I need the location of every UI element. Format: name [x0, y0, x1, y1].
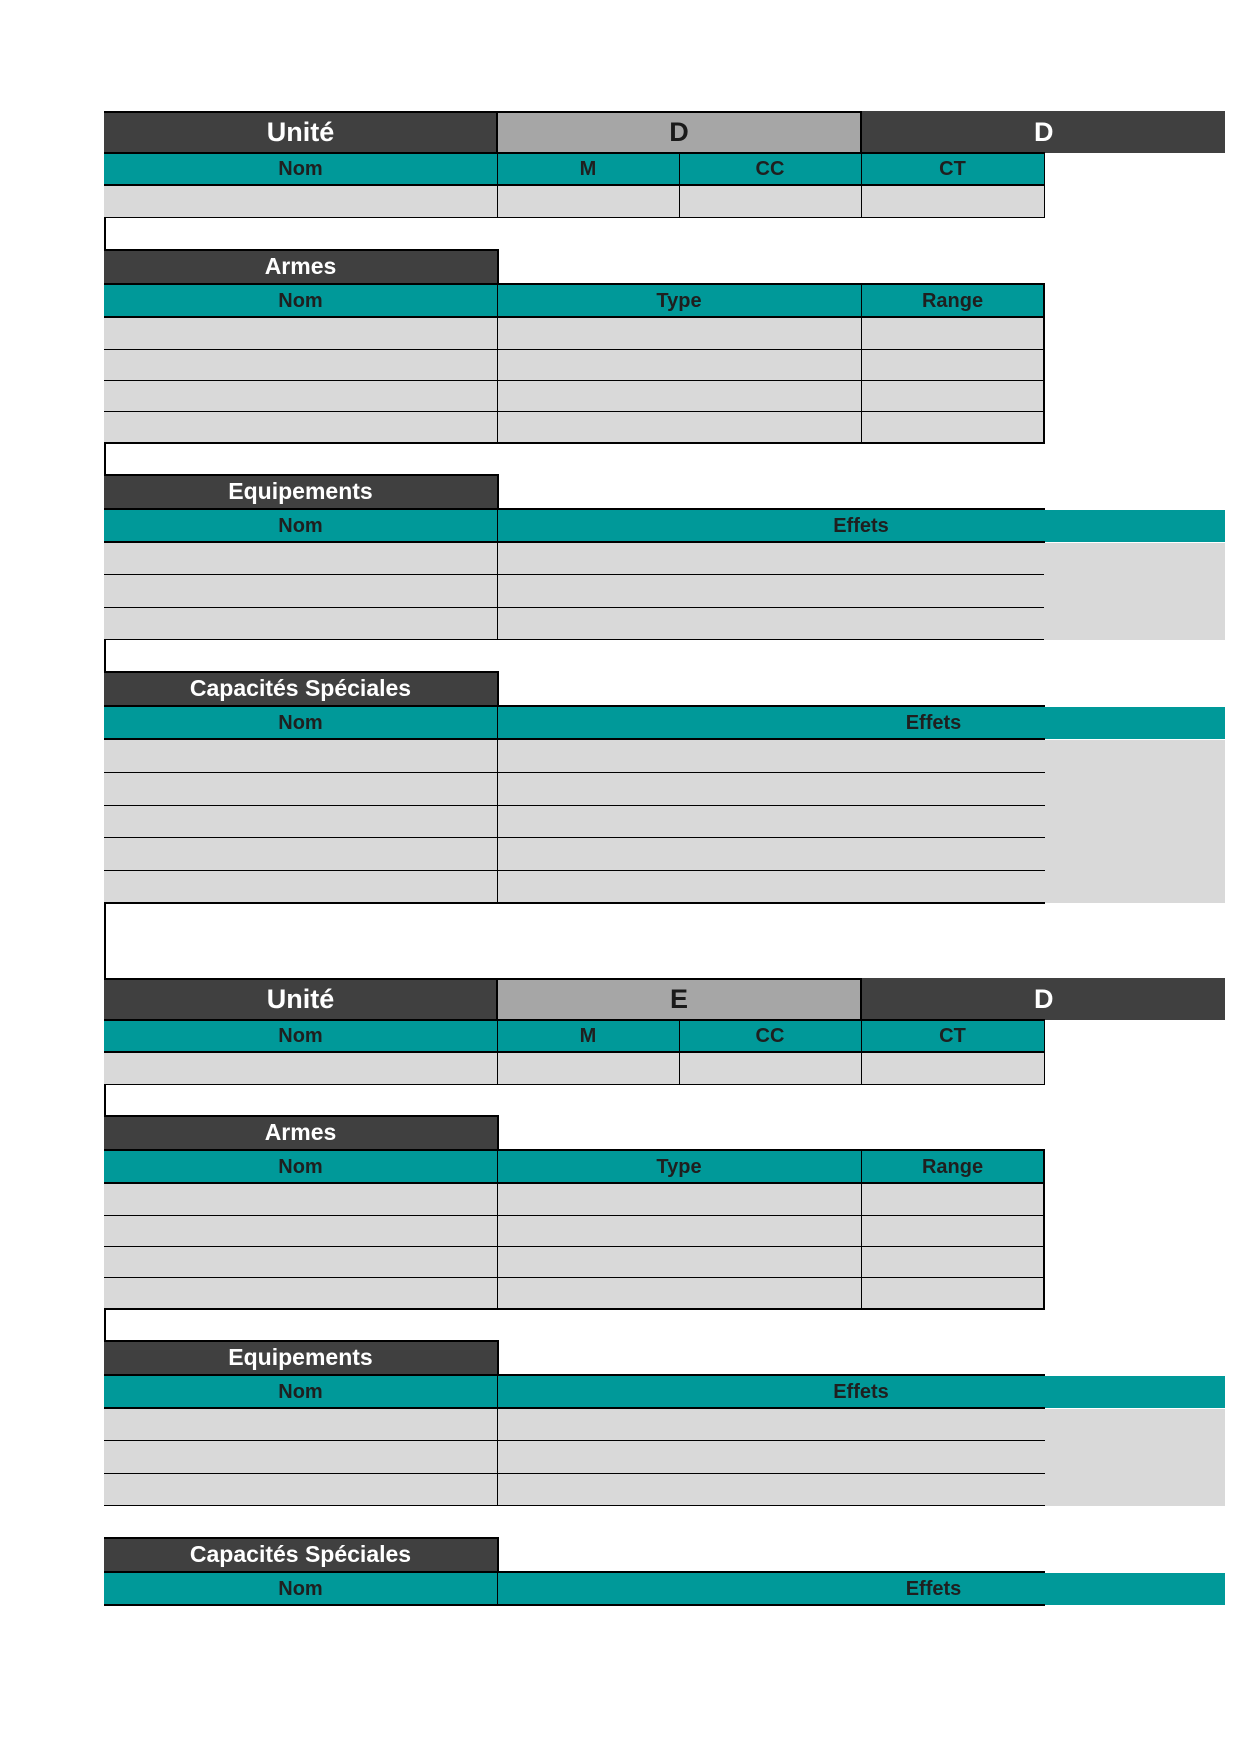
border — [104, 1215, 1045, 1216]
border — [104, 442, 1045, 444]
weapons-title: Armes — [104, 250, 497, 283]
border — [679, 1020, 680, 1085]
equipment-header-effets: Effets — [497, 1376, 1225, 1408]
border — [104, 1277, 1045, 1278]
weapons-header-type: Type — [497, 285, 861, 317]
unit-letter-cell: D — [497, 111, 861, 153]
border — [104, 152, 1045, 154]
abilities-header-nom: Nom — [104, 707, 497, 739]
border — [104, 1505, 1045, 1506]
border — [497, 707, 498, 903]
border — [497, 1573, 498, 1605]
border — [104, 1537, 499, 1539]
border — [861, 1151, 862, 1309]
border — [497, 249, 499, 283]
border — [104, 805, 1045, 806]
stat-header-ct: CT — [861, 1020, 1044, 1052]
stat-header-ct: CT — [861, 153, 1044, 185]
border — [104, 978, 862, 980]
border — [1044, 1020, 1045, 1085]
border — [104, 1340, 499, 1342]
border — [497, 285, 498, 443]
abilities-rows[interactable] — [104, 740, 1225, 903]
border — [1043, 285, 1045, 443]
border — [104, 772, 1045, 773]
border — [104, 1571, 1045, 1573]
weapons-header-type: Type — [497, 1151, 861, 1183]
abilities-header-effets: Effets — [497, 707, 1225, 739]
border — [104, 1308, 1045, 1310]
weapons-header-nom: Nom — [104, 285, 497, 317]
border — [1043, 1151, 1045, 1309]
abilities-title: Capacités Spéciales — [104, 1538, 497, 1571]
stat-cell-nom[interactable] — [104, 186, 497, 217]
equipment-header-nom: Nom — [104, 1376, 497, 1408]
stat-header-cc: CC — [679, 153, 861, 185]
stat-cell-m[interactable] — [497, 186, 679, 217]
border — [104, 249, 499, 251]
weapons-header-range: Range — [861, 285, 1044, 317]
border — [104, 671, 499, 673]
border — [496, 111, 498, 153]
abilities-header-nom: Nom — [104, 1573, 497, 1605]
border — [496, 978, 498, 1020]
border — [104, 283, 1045, 285]
border — [104, 837, 1045, 838]
border — [104, 1084, 1045, 1085]
stat-header-nom: Nom — [104, 153, 497, 185]
weapons-header-nom: Nom — [104, 1151, 497, 1183]
stat-header-nom: Nom — [104, 1020, 497, 1052]
equipment-header-nom: Nom — [104, 510, 497, 542]
weapons-header-range: Range — [861, 1151, 1044, 1183]
border — [497, 474, 499, 508]
border — [104, 111, 862, 113]
border — [104, 508, 1045, 510]
stat-cell-ct[interactable] — [861, 186, 1044, 217]
border — [104, 607, 1045, 608]
border — [104, 1440, 1045, 1441]
equipment-header-effets: Effets — [497, 510, 1225, 542]
border — [104, 1473, 1045, 1474]
border — [861, 285, 862, 443]
border — [104, 1149, 1045, 1151]
abilities-header-effets: Effets — [497, 1573, 1225, 1605]
equipment-title: Equipements — [104, 1341, 497, 1374]
border — [104, 411, 1045, 412]
border — [497, 1151, 498, 1309]
border — [497, 153, 498, 218]
border — [860, 978, 862, 1020]
border — [104, 1604, 1045, 1606]
border — [104, 639, 1045, 640]
border — [679, 153, 680, 218]
border — [104, 349, 1045, 350]
border — [497, 1537, 499, 1571]
weapons-title: Armes — [104, 1116, 497, 1149]
equipment-rows[interactable] — [104, 1409, 1225, 1506]
stat-header-m: M — [497, 1020, 679, 1052]
abilities-title: Capacités Spéciales — [104, 672, 497, 705]
border — [497, 510, 498, 640]
unit-extra-cell: D — [861, 111, 1225, 153]
border — [104, 902, 1045, 904]
border — [104, 380, 1045, 381]
border — [497, 671, 499, 705]
stat-header-m: M — [497, 153, 679, 185]
border — [861, 153, 862, 218]
border — [104, 217, 1045, 218]
stat-cell-ct[interactable] — [861, 1053, 1044, 1084]
border — [497, 1340, 499, 1374]
unit-extra-cell: D — [861, 978, 1225, 1020]
unit-title-cell: Unité — [104, 978, 497, 1020]
border — [104, 1115, 499, 1117]
border — [104, 1374, 1045, 1376]
border — [104, 574, 1045, 575]
border — [497, 1020, 498, 1085]
border — [104, 1019, 1045, 1021]
border — [497, 1376, 498, 1506]
stat-header-cc: CC — [679, 1020, 861, 1052]
stat-cell-cc[interactable] — [679, 186, 861, 217]
equipment-title: Equipements — [104, 475, 497, 508]
stat-cell-nom[interactable] — [104, 1053, 497, 1084]
border — [104, 474, 499, 476]
equipment-overflow — [1044, 543, 1225, 640]
unit-letter-cell: E — [497, 978, 861, 1020]
border — [860, 111, 862, 153]
border — [497, 1115, 499, 1149]
border — [861, 1020, 862, 1085]
stat-cell-m[interactable] — [497, 1053, 679, 1084]
unit-title-cell: Unité — [104, 111, 497, 153]
border — [104, 705, 1045, 707]
border — [104, 870, 1045, 871]
border — [1044, 153, 1045, 218]
border — [104, 1246, 1045, 1247]
stat-cell-cc[interactable] — [679, 1053, 861, 1084]
